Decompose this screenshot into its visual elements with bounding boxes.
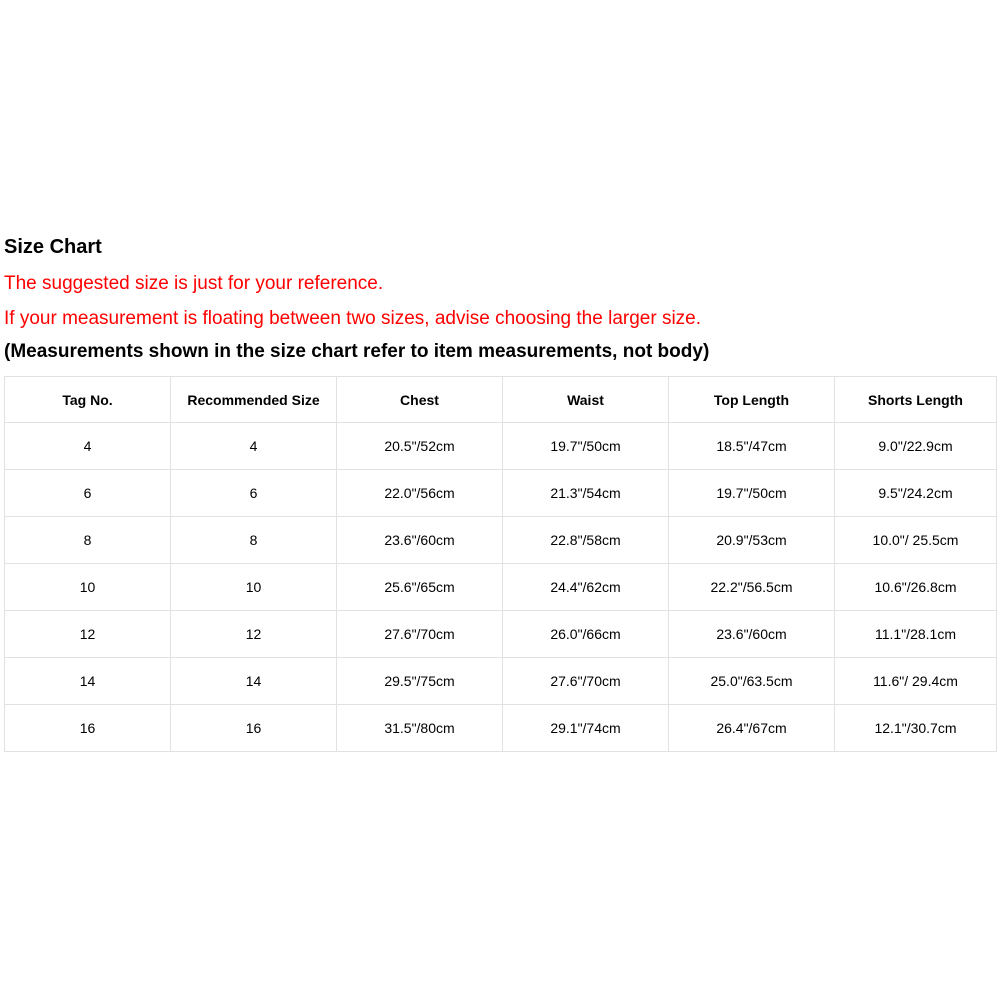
- page-title: Size Chart: [4, 236, 102, 258]
- cell-top-length: 19.7"/50cm: [669, 470, 835, 517]
- column-header-tag-no: Tag No.: [5, 377, 171, 423]
- cell-recommended-size: 16: [171, 705, 337, 752]
- column-header-waist: Waist: [503, 377, 669, 423]
- table-row: [5, 658, 997, 705]
- table-header-row: [5, 377, 997, 423]
- cell-waist: 27.6"/70cm: [503, 658, 669, 705]
- table-row: [5, 564, 997, 611]
- table-row: [5, 611, 997, 658]
- cell-chest: 29.5"/75cm: [337, 658, 503, 705]
- table-row: [5, 423, 997, 470]
- cell-recommended-size: 12: [171, 611, 337, 658]
- cell-top-length: 20.9"/53cm: [669, 517, 835, 564]
- cell-waist: 26.0"/66cm: [503, 611, 669, 658]
- cell-shorts-length: 11.1"/28.1cm: [835, 611, 997, 658]
- cell-recommended-size: 4: [171, 423, 337, 470]
- cell-tag-no: 12: [5, 611, 171, 658]
- table-row: [5, 470, 997, 517]
- cell-chest: 22.0"/56cm: [337, 470, 503, 517]
- cell-waist: 24.4"/62cm: [503, 564, 669, 611]
- column-header-shorts-length: Shorts Length: [835, 377, 997, 423]
- column-header-chest: Chest: [337, 377, 503, 423]
- cell-recommended-size: 14: [171, 658, 337, 705]
- cell-waist: 19.7"/50cm: [503, 423, 669, 470]
- cell-waist: 29.1"/74cm: [503, 705, 669, 752]
- cell-top-length: 23.6"/60cm: [669, 611, 835, 658]
- cell-chest: 20.5"/52cm: [337, 423, 503, 470]
- cell-waist: 22.8"/58cm: [503, 517, 669, 564]
- cell-tag-no: 8: [5, 517, 171, 564]
- cell-chest: 25.6"/65cm: [337, 564, 503, 611]
- table-row: [5, 705, 997, 752]
- reference-note-line-2: If your measurement is floating between two sizes, advise choosing the larger size.: [4, 308, 702, 329]
- cell-shorts-length: 10.6"/26.8cm: [835, 564, 997, 611]
- cell-shorts-length: 10.0"/ 25.5cm: [835, 517, 997, 564]
- cell-top-length: 22.2"/56.5cm: [669, 564, 835, 611]
- cell-chest: 31.5"/80cm: [337, 705, 503, 752]
- measurement-disclaimer: (Measurements shown in the size chart refer to item measurements, not body): [4, 341, 710, 362]
- cell-shorts-length: 11.6"/ 29.4cm: [835, 658, 997, 705]
- cell-recommended-size: 10: [171, 564, 337, 611]
- cell-chest: 27.6"/70cm: [337, 611, 503, 658]
- cell-recommended-size: 8: [171, 517, 337, 564]
- cell-recommended-size: 6: [171, 470, 337, 517]
- cell-chest: 23.6"/60cm: [337, 517, 503, 564]
- cell-tag-no: 14: [5, 658, 171, 705]
- cell-shorts-length: 9.0"/22.9cm: [835, 423, 997, 470]
- size-chart-content: [4, 232, 996, 752]
- size-chart-table: [4, 376, 997, 752]
- column-header-top-length: Top Length: [669, 377, 835, 423]
- cell-shorts-length: 9.5"/24.2cm: [835, 470, 997, 517]
- cell-top-length: 25.0"/63.5cm: [669, 658, 835, 705]
- cell-top-length: 26.4"/67cm: [669, 705, 835, 752]
- table-row: [5, 517, 997, 564]
- cell-tag-no: 6: [5, 470, 171, 517]
- column-header-recommended-size: Recommended Size: [171, 377, 337, 423]
- cell-tag-no: 16: [5, 705, 171, 752]
- cell-tag-no: 10: [5, 564, 171, 611]
- cell-top-length: 18.5"/47cm: [669, 423, 835, 470]
- reference-note-line-1: The suggested size is just for your reference.: [4, 273, 384, 294]
- cell-waist: 21.3"/54cm: [503, 470, 669, 517]
- cell-tag-no: 4: [5, 423, 171, 470]
- cell-shorts-length: 12.1"/30.7cm: [835, 705, 997, 752]
